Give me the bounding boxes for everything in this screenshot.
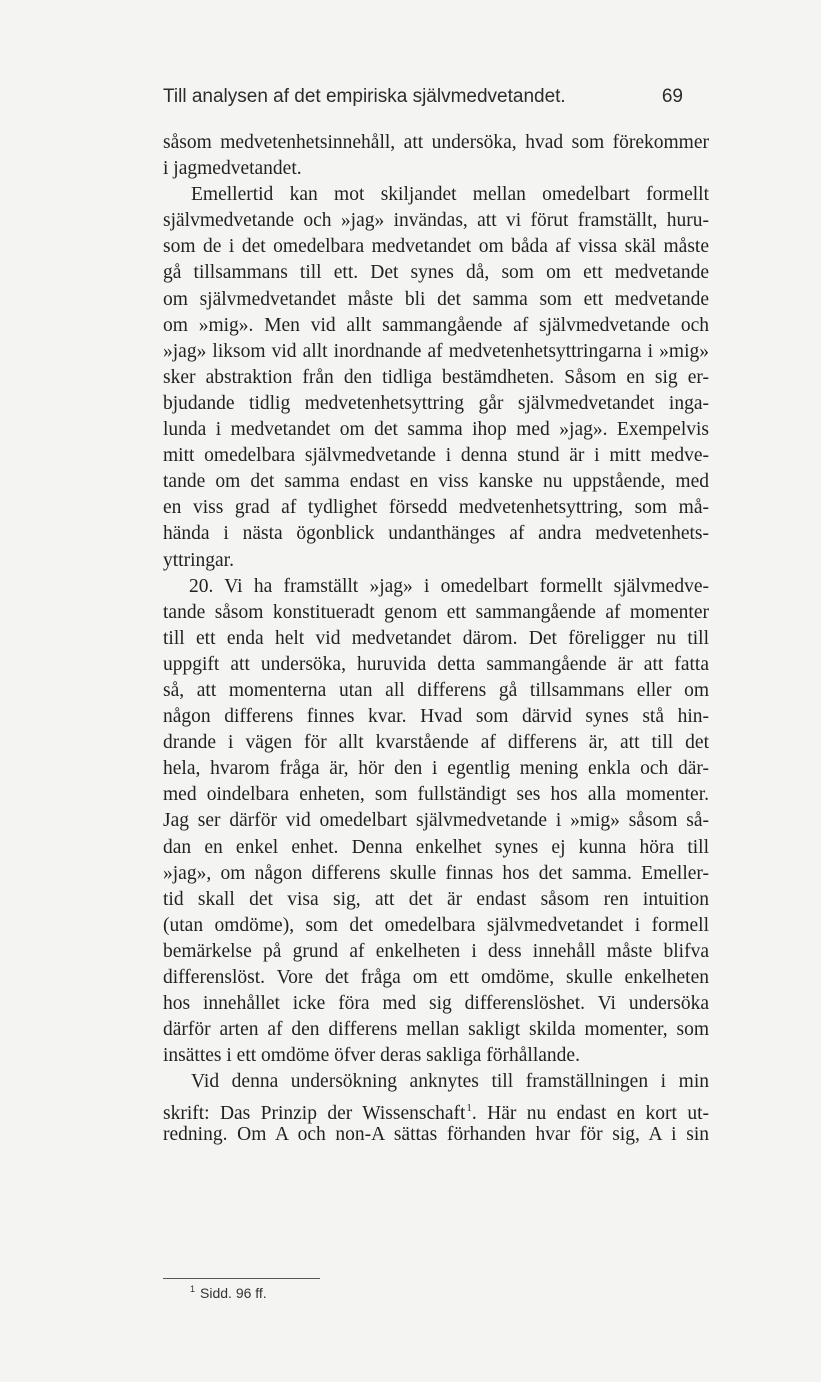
text-line: någon differens finnes kvar. Hvad som därvid synes stå hin- <box>163 706 709 728</box>
text-line: självmedvetande och »jag» invändas, att vi förut framställt, huru- <box>163 210 709 232</box>
text-line: med oindelbara enheten, som fullständigt ses hos alla momenter. <box>163 784 709 806</box>
text-line: gå tillsammans till ett. Det synes då, som om ett medvetande <box>163 262 709 284</box>
text-line: hela, hvarom fråga är, hör den i egentlig mening enkla och där- <box>163 758 709 780</box>
text-line: »jag» liksom vid allt inordnande af medvetenhetsyttringarna i »mig» <box>163 340 709 362</box>
body-text <box>163 130 709 1148</box>
footnote-reference: 1 <box>466 1102 472 1115</box>
text-line: tid skall det visa sig, att det är endast såsom ren intuition <box>163 888 709 910</box>
text-line: om självmedvetandet måste bli det samma som ett medvetande <box>163 288 709 310</box>
text-line: »jag», om någon differens skulle finnas hos det samma. Emeller- <box>163 862 709 884</box>
text-line: som de i det omedelbara medvetandet om båda af vissa skäl måste <box>163 236 709 258</box>
text-line: yttringar. <box>163 549 234 571</box>
footnote-marker: 1 <box>190 1284 196 1294</box>
running-head-title: Till analysen af det empiriska självmedvetandet. <box>163 86 566 107</box>
text-line: (utan omdöme), som det omedelbara självmedvetandet i formell <box>163 914 709 936</box>
text-line: lunda i medvetandet om det samma ihop med »jag». Exempelvis <box>163 419 709 441</box>
text-line: en viss grad af tydlighet försedd medvetenhetsyttring, som må- <box>163 497 709 519</box>
text-line: tande såsom konstitueradt genom ett sammangående af momenter <box>163 601 709 623</box>
text-line: i jagmedvetandet. <box>163 158 302 180</box>
text-line: Jag ser därför vid omedelbart självmedvetande i »mig» såsom så- <box>163 810 709 832</box>
footnote-text: Sidd. 96 ff. <box>200 1285 267 1301</box>
text-line: uppgift att undersöka, huruvida detta sammangående är att fatta <box>163 653 709 675</box>
section-20-first-line: 20. Vi ha framställt »jag» i omedelbart formellt självmedve- <box>189 575 709 597</box>
text-line: drande i vägen för allt kvarstående af differens är, att till det <box>163 732 709 754</box>
text-line: Emellertid kan mot skiljandet mellan omedelbart formellt <box>191 184 709 206</box>
text-line: sker abstraktion från den tidliga bestämdheten. Såsom en sig er- <box>163 366 709 388</box>
text-line: hända i nästa ögonblick undanthänges af andra medvetenhets- <box>163 523 709 545</box>
text-line: tande om det samma endast en viss kanske nu uppstående, med <box>163 471 709 493</box>
text-line: redning. Om A och non-A sättas förhanden hvar för sig, A i sin <box>163 1123 709 1145</box>
text-line: bemärkelse på grund af enkelheten i dess innehåll måste blifva <box>163 940 709 962</box>
text-line: därför arten af den differens mellan sakligt skilda momenter, som <box>163 1019 709 1041</box>
text-line: mitt omedelbara självmedvetande i denna stund är i mitt medve- <box>163 445 709 467</box>
page-number: 69 <box>661 86 683 107</box>
text-line: Vid denna undersökning anknytes till framställningen i min <box>191 1071 709 1093</box>
text-line: dan en enkel enhet. Denna enkelhet synes ej kunna höra till <box>163 836 709 858</box>
text-line: hos innehållet icke föra med sig differenslöshet. Vi undersöka <box>163 993 709 1015</box>
text-line-with-footnote-ref <box>163 1095 709 1125</box>
text-line: bjudande tidlig medvetenhetsyttring går självmedvetandet inga- <box>163 392 709 414</box>
text-segment: . Här nu endast en kort ut- <box>471 1103 709 1125</box>
footnote-rule <box>163 1278 320 1279</box>
text-line: till ett enda helt vid medvetandet därom. Det föreligger nu till <box>163 627 709 649</box>
text-line: såsom medvetenhetsinnehåll, att undersöka, hvad som förekommer <box>163 132 709 153</box>
footnote <box>190 1284 267 1301</box>
text-line: så, att momenterna utan all differens gå tillsammans eller om <box>163 679 709 701</box>
text-segment: skrift: Das Prinzip der Wissenschaft <box>163 1103 466 1125</box>
text-line: om »mig». Men vid allt sammangående af självmedvetande och <box>163 314 709 336</box>
text-line: differenslöst. Vore det fråga om ett omdöme, skulle enkelheten <box>163 967 709 988</box>
text-line: insättes i ett omdöme öfver deras sakliga förhållande. <box>163 1045 580 1067</box>
